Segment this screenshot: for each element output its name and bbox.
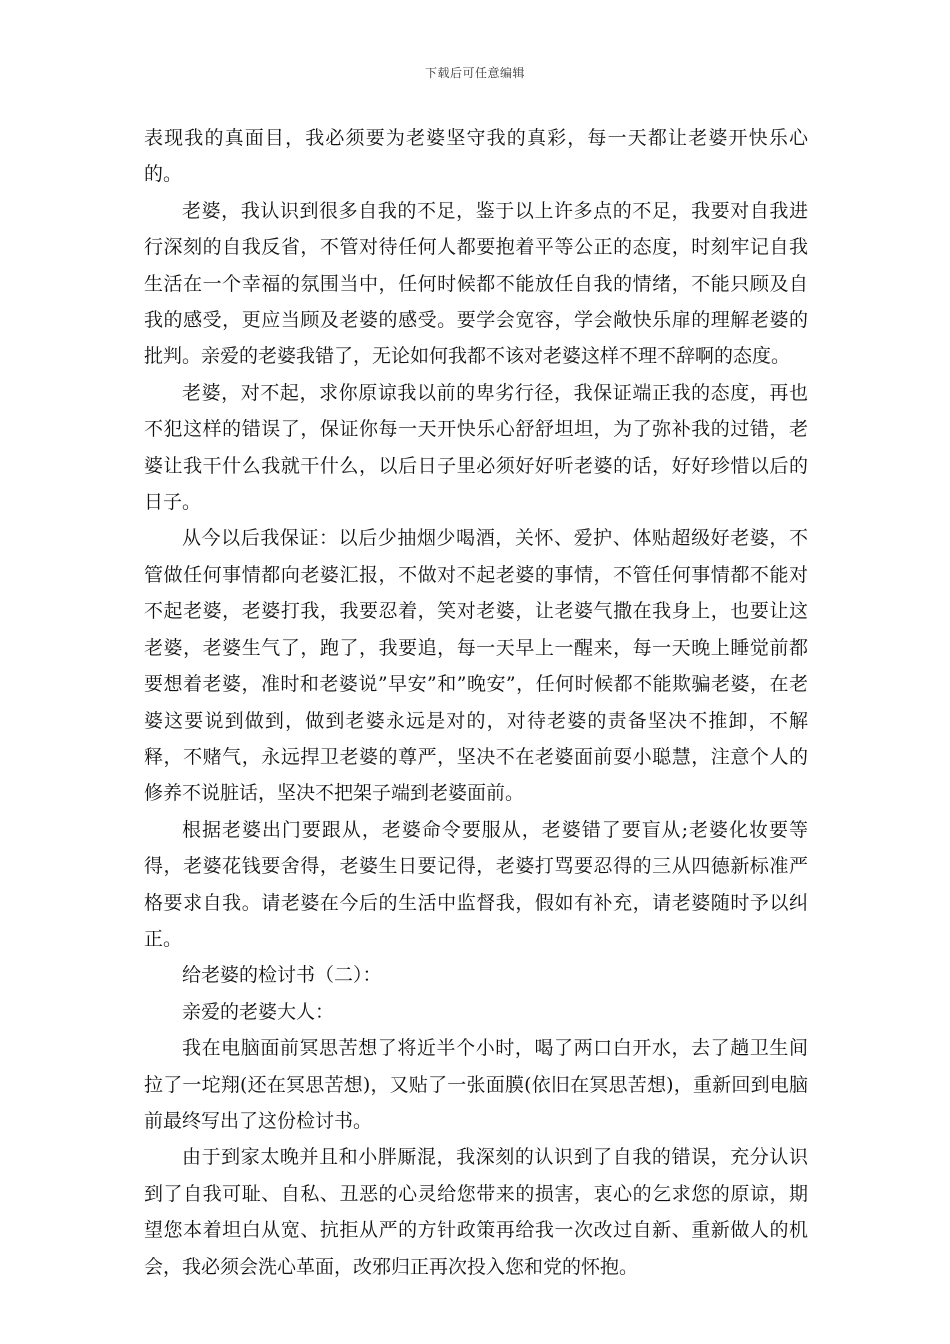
paragraph: 从今以后我保证：以后少抽烟少喝酒，关怀、爱护、体贴超级好老婆，不管做任何事情都向老婆汇报，不做对不起老婆的事情，不管任何事情都不能对不起老婆，老婆打我，我要忍着，笑对老婆，让老婆气撒在我身上，也要让这老婆，老婆生气了，跑了，我要追，每一天早上一醒来，每一天晚上睡觉前都要想着老婆，准时和老婆说”早安”和”晚安”，任何时候都不能欺骗老婆，在老婆这要说到做到，做到老婆永远是对的，对待老婆的责备坚决不推卸，不解释，不赌气，永远捍卫老婆的尊严，坚决不在老婆面前耍小聪慧，注意个人的修养不说脏话，坚决不把架子端到老婆面前。 <box>144 527 808 805</box>
section-title: 给老婆的检讨书（二）： <box>182 964 382 987</box>
salutation: 亲爱的老婆大人： <box>182 1000 335 1023</box>
page-header: 下载后可任意编辑 <box>424 66 525 80</box>
paragraph: 我在电脑面前冥思苦想了将近半个小时，喝了两口白开水，去了趟卫生间拉了一坨翔(还在冥思苦想)，又贴了一张面膜(依旧在冥思苦想)，重新回到电脑前最终写出了这份检讨书。 <box>144 1037 808 1132</box>
paragraph: 老婆，对不起，求你原谅我以前的卑劣行径，我保证端正我的态度，再也不犯这样的错误了，保证你每一天开快乐心舒舒坦坦，为了弥补我的过错，老婆让我干什么我就干什么，以后日子里必须好好听老婆的话，好好珍惜以后的日子。 <box>144 381 808 514</box>
paragraph-continuation: 表现我的真面目，我必须要为老婆坚守我的真彩，每一天都让老婆开快乐心的。 <box>144 127 808 186</box>
paragraph: 根据老婆出门要跟从，老婆命令要服从，老婆错了要盲从;老婆化妆要等得，老婆花钱要舍得，老婆生日要记得，老婆打骂要忍得的三从四德新标准严格要求自我。请老婆在今后的生活中监督我，假如有补充，请老婆随时予以纠正。 <box>144 818 808 950</box>
paragraph: 老婆，我认识到很多自我的不足，鉴于以上许多点的不足，我要对自我进行深刻的自我反省，不管对待任何人都要抱着平等公正的态度，时刻牢记自我生活在一个幸福的氛围当中，任何时候都不能放任自我的情绪，不能只顾及自我的感受，更应当顾及老婆的感受。要学会宽容，学会敞快乐扉的理解老婆的批判。亲爱的老婆我错了，无论如何我都不该对老婆这样不理不辞啊的态度。 <box>144 199 808 368</box>
document-body <box>144 120 808 1285</box>
paragraph: 由于到家太晚并且和小胖厮混，我深刻的认识到了自我的错误，充分认识到了自我可耻、自私、丑恶的心灵给您带来的损害，衷心的乞求您的原谅，期望您本着坦白从宽、抗拒从严的方针政策再给我一次改过自新、重新做人的机会，我必须会洗心革面，改邪归正再次投入您和党的怀抱。 <box>144 1146 808 1278</box>
